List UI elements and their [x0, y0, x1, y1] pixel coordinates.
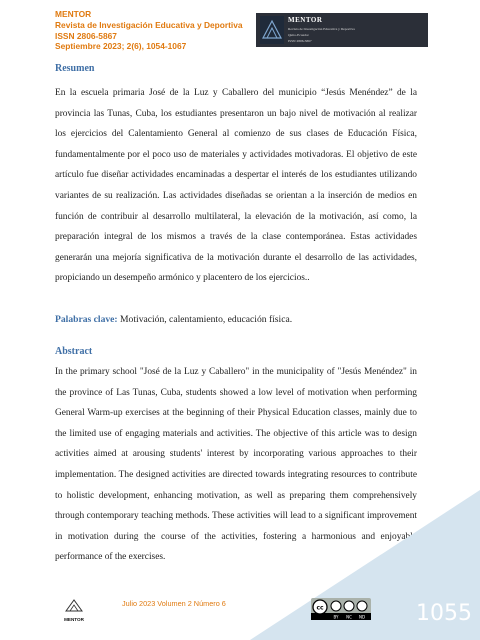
mentor-logo-icon	[260, 16, 284, 44]
nd-label: ND	[358, 614, 366, 620]
issn: ISSN 2806-5867	[55, 30, 117, 41]
keywords-label: Palabras clave:	[55, 314, 118, 325]
abstract-heading: Abstract	[55, 346, 93, 357]
cc-label: cc	[316, 604, 324, 612]
abstract-body: In the primary school "José de la Luz y Caballero" in the municipality of "Jesús Menéndez" in the province of Las Tunas, Cuba, students showed a low level of motivation when performing General Warm-up exercises at the beginning of their Physical Education classes, mainly due to the limited use of engaging materials and activities. The objective of this article was to design activities aimed at arousing students' interest by incorporating various approaches to their implementation. The designed activities are directed towards integrating resources to contribute to holistic development, enhancing motivation, as well as preparing them comprehensively through contemporary teaching methods. These activities will lead to a significant improvement in motivation during the course of the activities, fostering a harmonious and enjoyable performance of the exercises.	[55, 367, 417, 563]
footer-logo	[60, 598, 88, 622]
resumen-body: En la escuela primaria José de la Luz y Caballero del municipio “Jesús Menéndez” de la provincia las Tunas, Cuba, los estudiantes presentaron un bajo nivel de motivación al realizar los ejercicios del Calentamiento General al comienzo de sus clases de Educación Física, fundamentalmente por el poco uso de materiales y actividades motivadoras. El objetivo de este artículo fue diseñar actividades encaminadas a despertar el interés de los estudiantes utilizando variantes de su realización. Las actividades diseñadas se orientan a la inserción de medios en función de contribuir al desarrollo multilateral, la elevación de la motivación, así como, la preparación integral de los mismos a través de la clase contemporánea. Estas actividades generarán una mejoría significativa de la motivación durante el desarrollo de las actividades, propiciando un desempeño armónico y placentero de los ejercicios..	[55, 88, 417, 284]
banner-title: MENTOR	[288, 16, 323, 24]
keywords-value: Motivación, calentamiento, educación física.	[120, 314, 293, 325]
footer-logo-text: MENTOR	[64, 617, 84, 622]
page-number: 1055	[416, 601, 472, 626]
nc-label: NC	[346, 614, 352, 620]
journal-full-name: Revista de Investigación Educativa y Deportiva	[55, 19, 243, 30]
by-label: BY	[333, 614, 339, 620]
banner-issn: ISSN 2806-5867	[288, 39, 312, 43]
cc-license-icon	[311, 598, 371, 620]
banner-subtitle: Revista de Investigación Educativa y Deportiva	[288, 27, 355, 31]
banner-location: Quito-Ecuador	[288, 33, 309, 37]
resumen-heading: Resumen	[55, 63, 95, 74]
mentor-logo-small-icon	[64, 598, 84, 612]
journal-banner	[256, 13, 428, 47]
journal-header	[55, 9, 243, 52]
journal-short-name: MENTOR	[55, 9, 92, 19]
keywords	[55, 314, 292, 325]
issue-citation: Septiembre 2023; 2(6), 1054-1067	[55, 41, 187, 52]
footer-issue: Julio 2023 Volumen 2 Número 6	[122, 599, 226, 608]
